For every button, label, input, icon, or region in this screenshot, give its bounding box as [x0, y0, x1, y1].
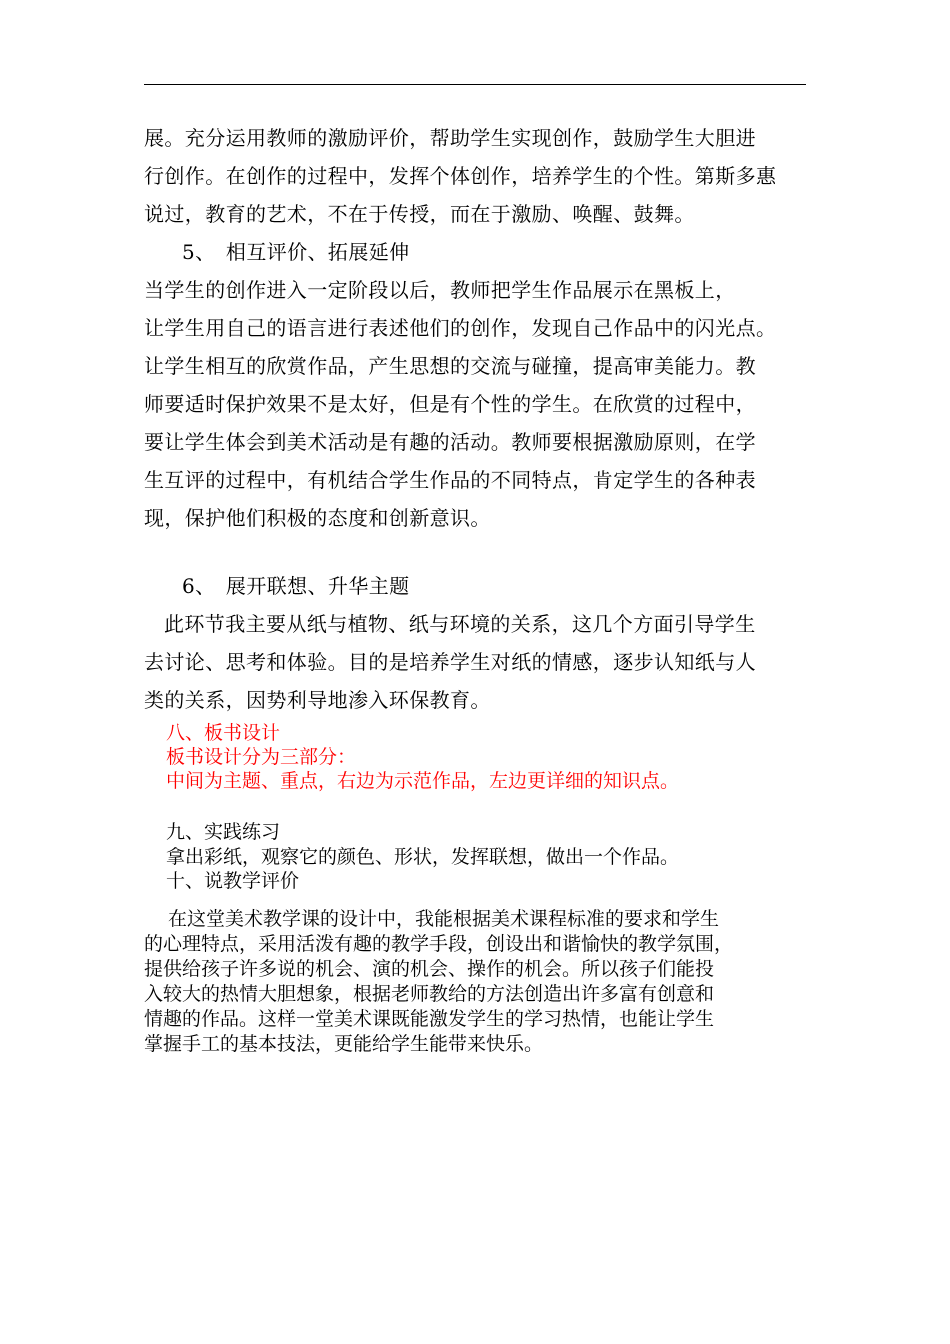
paragraph-line: 此环节我主要从纸与植物、纸与环境的关系，这几个方面引导学生: [164, 612, 756, 636]
paragraph-line: 展。充分运用教师的激励评价，帮助学生实现创作，鼓励学生大胆进: [144, 126, 756, 150]
board-design-line: 板书设计分为三部分：: [166, 746, 357, 768]
header-rule: [144, 84, 806, 85]
paragraph-line: 行创作。在创作的过程中，发挥个体创作，培养学生的个性。第斯多惠: [144, 164, 777, 188]
paragraph-line: 让学生用自己的语言进行表述他们的创作，发现自己作品中的闪光点。: [144, 316, 777, 340]
paragraph-line: 类的关系，因势利导地渗入环保教育。: [144, 688, 491, 712]
section-heading-5: 5、 相互评价、拓展延伸: [182, 240, 410, 264]
section-heading-6: 6、 展开联想、升华主题: [182, 574, 410, 598]
practice-line: 拿出彩纸，观察它的颜色、形状，发挥联想，做出一个作品。: [166, 846, 680, 868]
section-heading-9: 九、实践练习: [166, 821, 281, 843]
paragraph-line: 在这堂美术教学课的设计中，我能根据美术课程标准的要求和学生: [168, 908, 720, 930]
paragraph-line: 掌握手工的基本技法，更能给学生能带来快乐。: [144, 1033, 544, 1055]
paragraph-line: 当学生的创作进入一定阶段以后，教师把学生作品展示在黑板上，: [144, 278, 736, 302]
paragraph-line: 的心理特点，采用活泼有趣的教学手段，创设出和谐愉快的教学氛围，: [144, 933, 734, 955]
paragraph-line: 入较大的热情大胆想象，根据老师教给的方法创造出许多富有创意和: [144, 983, 715, 1005]
paragraph-line: 去讨论、思考和体验。目的是培养学生对纸的情感，逐步认知纸与人: [144, 650, 756, 674]
paragraph-line: 师要适时保护效果不是太好，但是有个性的学生。在欣赏的过程中，: [144, 392, 756, 416]
section-heading-10: 十、说教学评价: [166, 870, 300, 892]
paragraph-line: 让学生相互的欣赏作品，产生思想的交流与碰撞，提高审美能力。教: [144, 354, 756, 378]
paragraph-line: 提供给孩子许多说的机会、演的机会、操作的机会。所以孩子们能投: [144, 958, 715, 980]
paragraph-line: 要让学生体会到美术活动是有趣的活动。教师要根据激励原则，在学: [144, 430, 756, 454]
paragraph-line: 情趣的作品。这样一堂美术课既能激发学生的学习热情，也能让学生: [144, 1008, 715, 1030]
paragraph-line: 生互评的过程中，有机结合学生作品的不同特点，肯定学生的各种表: [144, 468, 756, 492]
board-design-line: 中间为主题、重点，右边为示范作品，左边更详细的知识点。: [166, 770, 680, 792]
paragraph-line: 说过，教育的艺术，不在于传授，而在于激励、唤醒、鼓舞。: [144, 202, 695, 226]
paragraph-line: 现，保护他们积极的态度和创新意识。: [144, 506, 491, 530]
section-heading-8: 八、板书设计: [166, 722, 281, 744]
